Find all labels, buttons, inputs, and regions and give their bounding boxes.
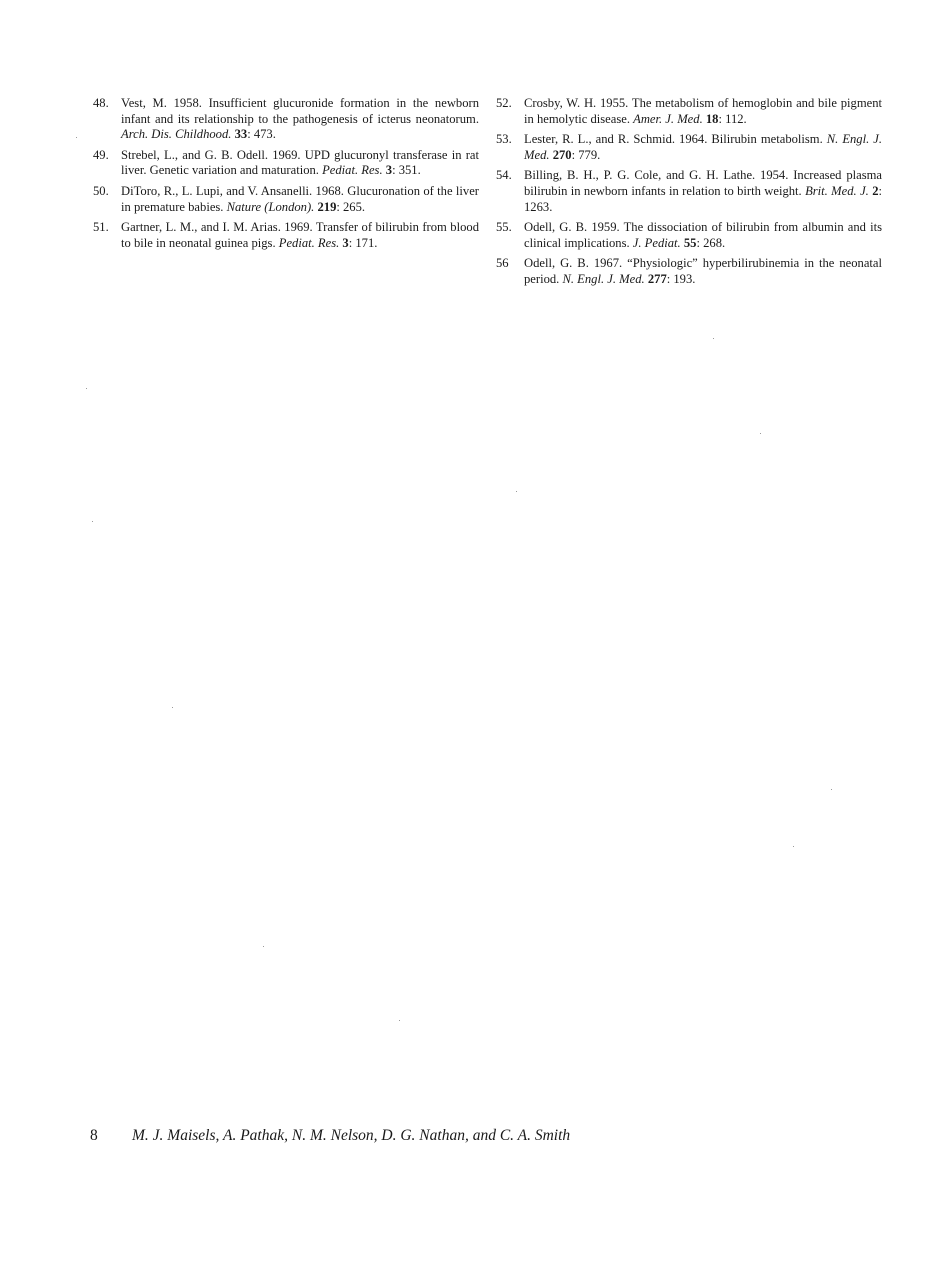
reference-pages: : 351. xyxy=(392,163,421,178)
reference-pages: : 268. xyxy=(696,235,726,250)
reference-item xyxy=(496,256,882,287)
scan-speck xyxy=(76,137,77,138)
reference-item xyxy=(93,184,479,215)
reference-item xyxy=(496,132,882,163)
scan-speck xyxy=(263,946,264,947)
reference-item xyxy=(496,220,882,251)
reference-journal: Nature (London). xyxy=(226,199,315,214)
reference-text: Crosby, W. H. 1955. The metabolism of hemoglobin and bile pigment in hemolytic disease. xyxy=(524,96,882,126)
reference-volume: 55 xyxy=(683,235,697,250)
reference-text: Vest, M. 1958. Insufficient glucuronide formation in the newborn infant and its relationship to the pathogenesis of icterus neonatorum. xyxy=(121,96,479,126)
reference-pages: : 171. xyxy=(348,235,378,250)
scan-speck xyxy=(92,521,93,522)
scan-speck xyxy=(831,789,832,790)
reference-number: 55. xyxy=(496,220,512,235)
reference-number: 53. xyxy=(496,132,512,147)
reference-text: Strebel, L., and G. B. Odell. 1969. UPD glucuronyl transferase in rat liver. Genetic variation and maturation. xyxy=(121,147,479,178)
reference-item xyxy=(93,148,479,179)
reference-journal: Pediat. Res. xyxy=(278,235,340,250)
reference-text: Lester, R. L., and R. Schmid. 1964. Bilirubin metabolism. xyxy=(524,132,827,147)
scan-speck xyxy=(86,388,87,389)
reference-text: DiToro, R., L. Lupi, and V. Ansanelli. 1968. Glucuronation of the liver in premature babies. xyxy=(121,183,479,214)
reference-item xyxy=(496,168,882,215)
reference-number: 56 xyxy=(496,256,509,271)
reference-volume: 277 xyxy=(647,271,667,286)
reference-text: Billing, B. H., P. G. Cole, and G. H. Lathe. 1954. Increased plasma bilirubin in newborn infants in relation to birth weight. xyxy=(524,168,882,198)
scan-speck xyxy=(516,491,517,492)
reference-number: 49. xyxy=(93,147,109,162)
reference-text: Odell, G. B. 1959. The dissociation of bilirubin from albumin and its clinical implications. xyxy=(524,220,882,250)
reference-number: 51. xyxy=(93,220,109,235)
page-number: 8 xyxy=(90,1127,98,1144)
reference-volume: 3 xyxy=(342,235,349,250)
reference-volume: 3 xyxy=(385,163,393,178)
reference-text: Gartner, L. M., and I. M. Arias. 1969. Transfer of bilirubin from blood to bile in neonatal guinea pigs. xyxy=(121,220,479,250)
scan-speck xyxy=(760,433,761,434)
reference-volume: 33 xyxy=(234,127,248,142)
reference-pages: : 779. xyxy=(571,147,601,162)
reference-journal: Pediat. Res. xyxy=(322,163,383,178)
running-footer-authors: M. J. Maisels, A. Pathak, N. M. Nelson, D. G. Nathan, and C. A. Smith xyxy=(132,1127,571,1144)
reference-item xyxy=(93,220,479,251)
reference-journal: N. Engl. J. Med. xyxy=(562,271,645,286)
scan-speck xyxy=(793,846,794,847)
reference-journal: J. Pediat. xyxy=(632,235,681,250)
reference-number: 54. xyxy=(496,168,512,183)
reference-pages: : 473. xyxy=(247,127,276,142)
scan-speck xyxy=(713,338,714,339)
scan-speck xyxy=(399,1020,400,1021)
reference-volume: 18 xyxy=(705,111,719,126)
reference-number: 48. xyxy=(93,96,109,110)
reference-pages: : 112. xyxy=(718,111,747,126)
reference-journal: N. Engl. J. Med. xyxy=(524,132,882,162)
reference-item xyxy=(93,96,479,143)
reference-volume: 2 xyxy=(872,183,879,198)
reference-text: Odell, G. B. 1967. “Physiologic” hyperbilirubinemia in the neonatal period. xyxy=(524,256,882,286)
reference-journal: Arch. Dis. Childhood. xyxy=(121,127,232,142)
reference-pages: : 1263. xyxy=(524,183,882,214)
reference-number: 50. xyxy=(93,183,109,198)
reference-pages: : 193. xyxy=(666,271,696,286)
reference-item xyxy=(496,96,882,127)
reference-volume: 219 xyxy=(317,199,337,214)
reference-volume: 270 xyxy=(552,147,572,162)
page-footer xyxy=(90,1126,790,1146)
reference-journal: Amer. J. Med. xyxy=(633,111,703,126)
reference-list-left-column xyxy=(93,96,479,256)
reference-journal: Brit. Med. J. xyxy=(805,183,869,198)
reference-pages: : 265. xyxy=(336,199,366,214)
scan-speck xyxy=(172,707,173,708)
reference-list-right-column xyxy=(496,96,882,293)
reference-number: 52. xyxy=(496,96,512,110)
